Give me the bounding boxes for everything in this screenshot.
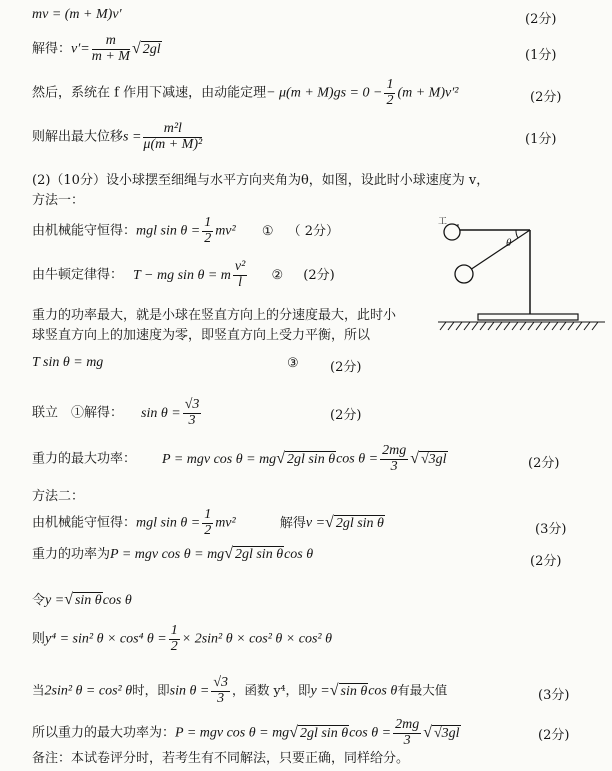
eq-newton-law: 由牛顿定律得： T − mg sin θ = m $\frac{\text{v²}}{l}$ ② (2分) — [32, 259, 335, 290]
eq-energy-conservation-2: 由机械能守恒得：mgl sin θ = $\frac{1}{2}$ mv² 解得v =√ 2gl sin θ — [32, 507, 384, 538]
score-13: (2分) — [528, 456, 560, 471]
angle-arc — [516, 230, 518, 238]
top-label: 工 — [438, 217, 448, 227]
score-2: (1分) — [525, 48, 557, 63]
fraction: $\frac{m}{m + M}$ — [91, 33, 130, 64]
eq-power-expression: 重力的功率为P = mgv cos θ = mg√ 2gl sin θcos θ — [32, 545, 314, 562]
eq-define-y: 令y =√ sin θcos θ — [32, 591, 132, 608]
method-two-heading: 方法二： — [32, 489, 85, 504]
eq-y-fourth: 则y⁴ = sin² θ × cos⁴ θ = $\frac{1}{2}$ × 2sin² θ × cos² θ × cos² θ — [32, 623, 332, 654]
eq-maximum-condition: 当2sin² θ = cos² θ时，即sin θ = $\frac{√3}{3}$ ，函数 y⁴，即y =√ sin θcos θ有最大值 — [32, 675, 448, 706]
circle-3: ③ — [287, 356, 299, 371]
remark: 备注：本试卷评分时，若考生有不同解法，只要正确，同样给分。 — [32, 751, 410, 766]
method-one-heading: 方法一： — [32, 193, 85, 208]
pendulum-diagram — [430, 212, 610, 337]
score-1: (2分) — [525, 12, 557, 27]
score-20: (2分) — [538, 728, 570, 743]
eq-max-power-2: 所以重力的最大功率为：P = mgv cos θ = mg√ 2gl sin θcos θ = $\frac{2mg}{3}$ √ √3gl — [32, 717, 460, 748]
angle-label: θ — [506, 237, 512, 249]
score-11: (2分) — [330, 360, 362, 375]
eq-kinetic-energy: 然后，系统在 f 作用下减速，由动能定理− μ(m + M)gs = 0 − $\frac{1}{2}$ (m + M)v′² — [32, 77, 459, 108]
eq-force-balance: T sin θ = mg — [32, 355, 104, 370]
score-15: (3分) — [535, 522, 567, 537]
eq-sin-theta: 联立 ①解得： sin θ = $\frac{√3}{3}$ — [32, 397, 200, 428]
part2-intro: (2)（10分）设小球摆至细绳与水平方向夹角为θ，如图，设此时小球速度为 v， — [32, 173, 490, 188]
eq-max-displacement: 则解出最大位移s = $\frac{\text{m²l}}{\text{μ(m + M)²}}$ — [32, 121, 203, 152]
score-16: (2分) — [530, 554, 562, 569]
eq-v-prime: 解得：v′= $\frac{m}{m + M}$ √ 2gl — [32, 33, 161, 64]
explanation-line-1: 重力的功率最大，就是小球在竖直方向上的分速度最大，此时小 — [32, 308, 397, 323]
score-4: (1分) — [525, 132, 557, 147]
explanation-line-2: 球竖直方向上的加速度为零，即竖直方向上受力平衡，所以 — [32, 328, 371, 343]
string — [470, 230, 530, 270]
eq-max-power-1: 重力的最大功率： P = mgv cos θ = mg√ 2gl sin θcos θ = $\frac{2mg}{3}$ √ √3gl — [32, 443, 447, 474]
base-plate — [478, 314, 578, 320]
score-3: (2分) — [530, 90, 562, 105]
ground-hatching — [438, 322, 605, 330]
eq-momentum: mv = (m + M)v′ — [32, 7, 122, 22]
score-19: (3分) — [538, 688, 570, 703]
eq-energy-conservation: 由机械能守恒得：mgl sin θ = $\frac{1}{2}$ mv² ① （ 2分） — [32, 215, 340, 246]
score-12: (2分) — [330, 408, 362, 423]
ball — [455, 265, 473, 283]
